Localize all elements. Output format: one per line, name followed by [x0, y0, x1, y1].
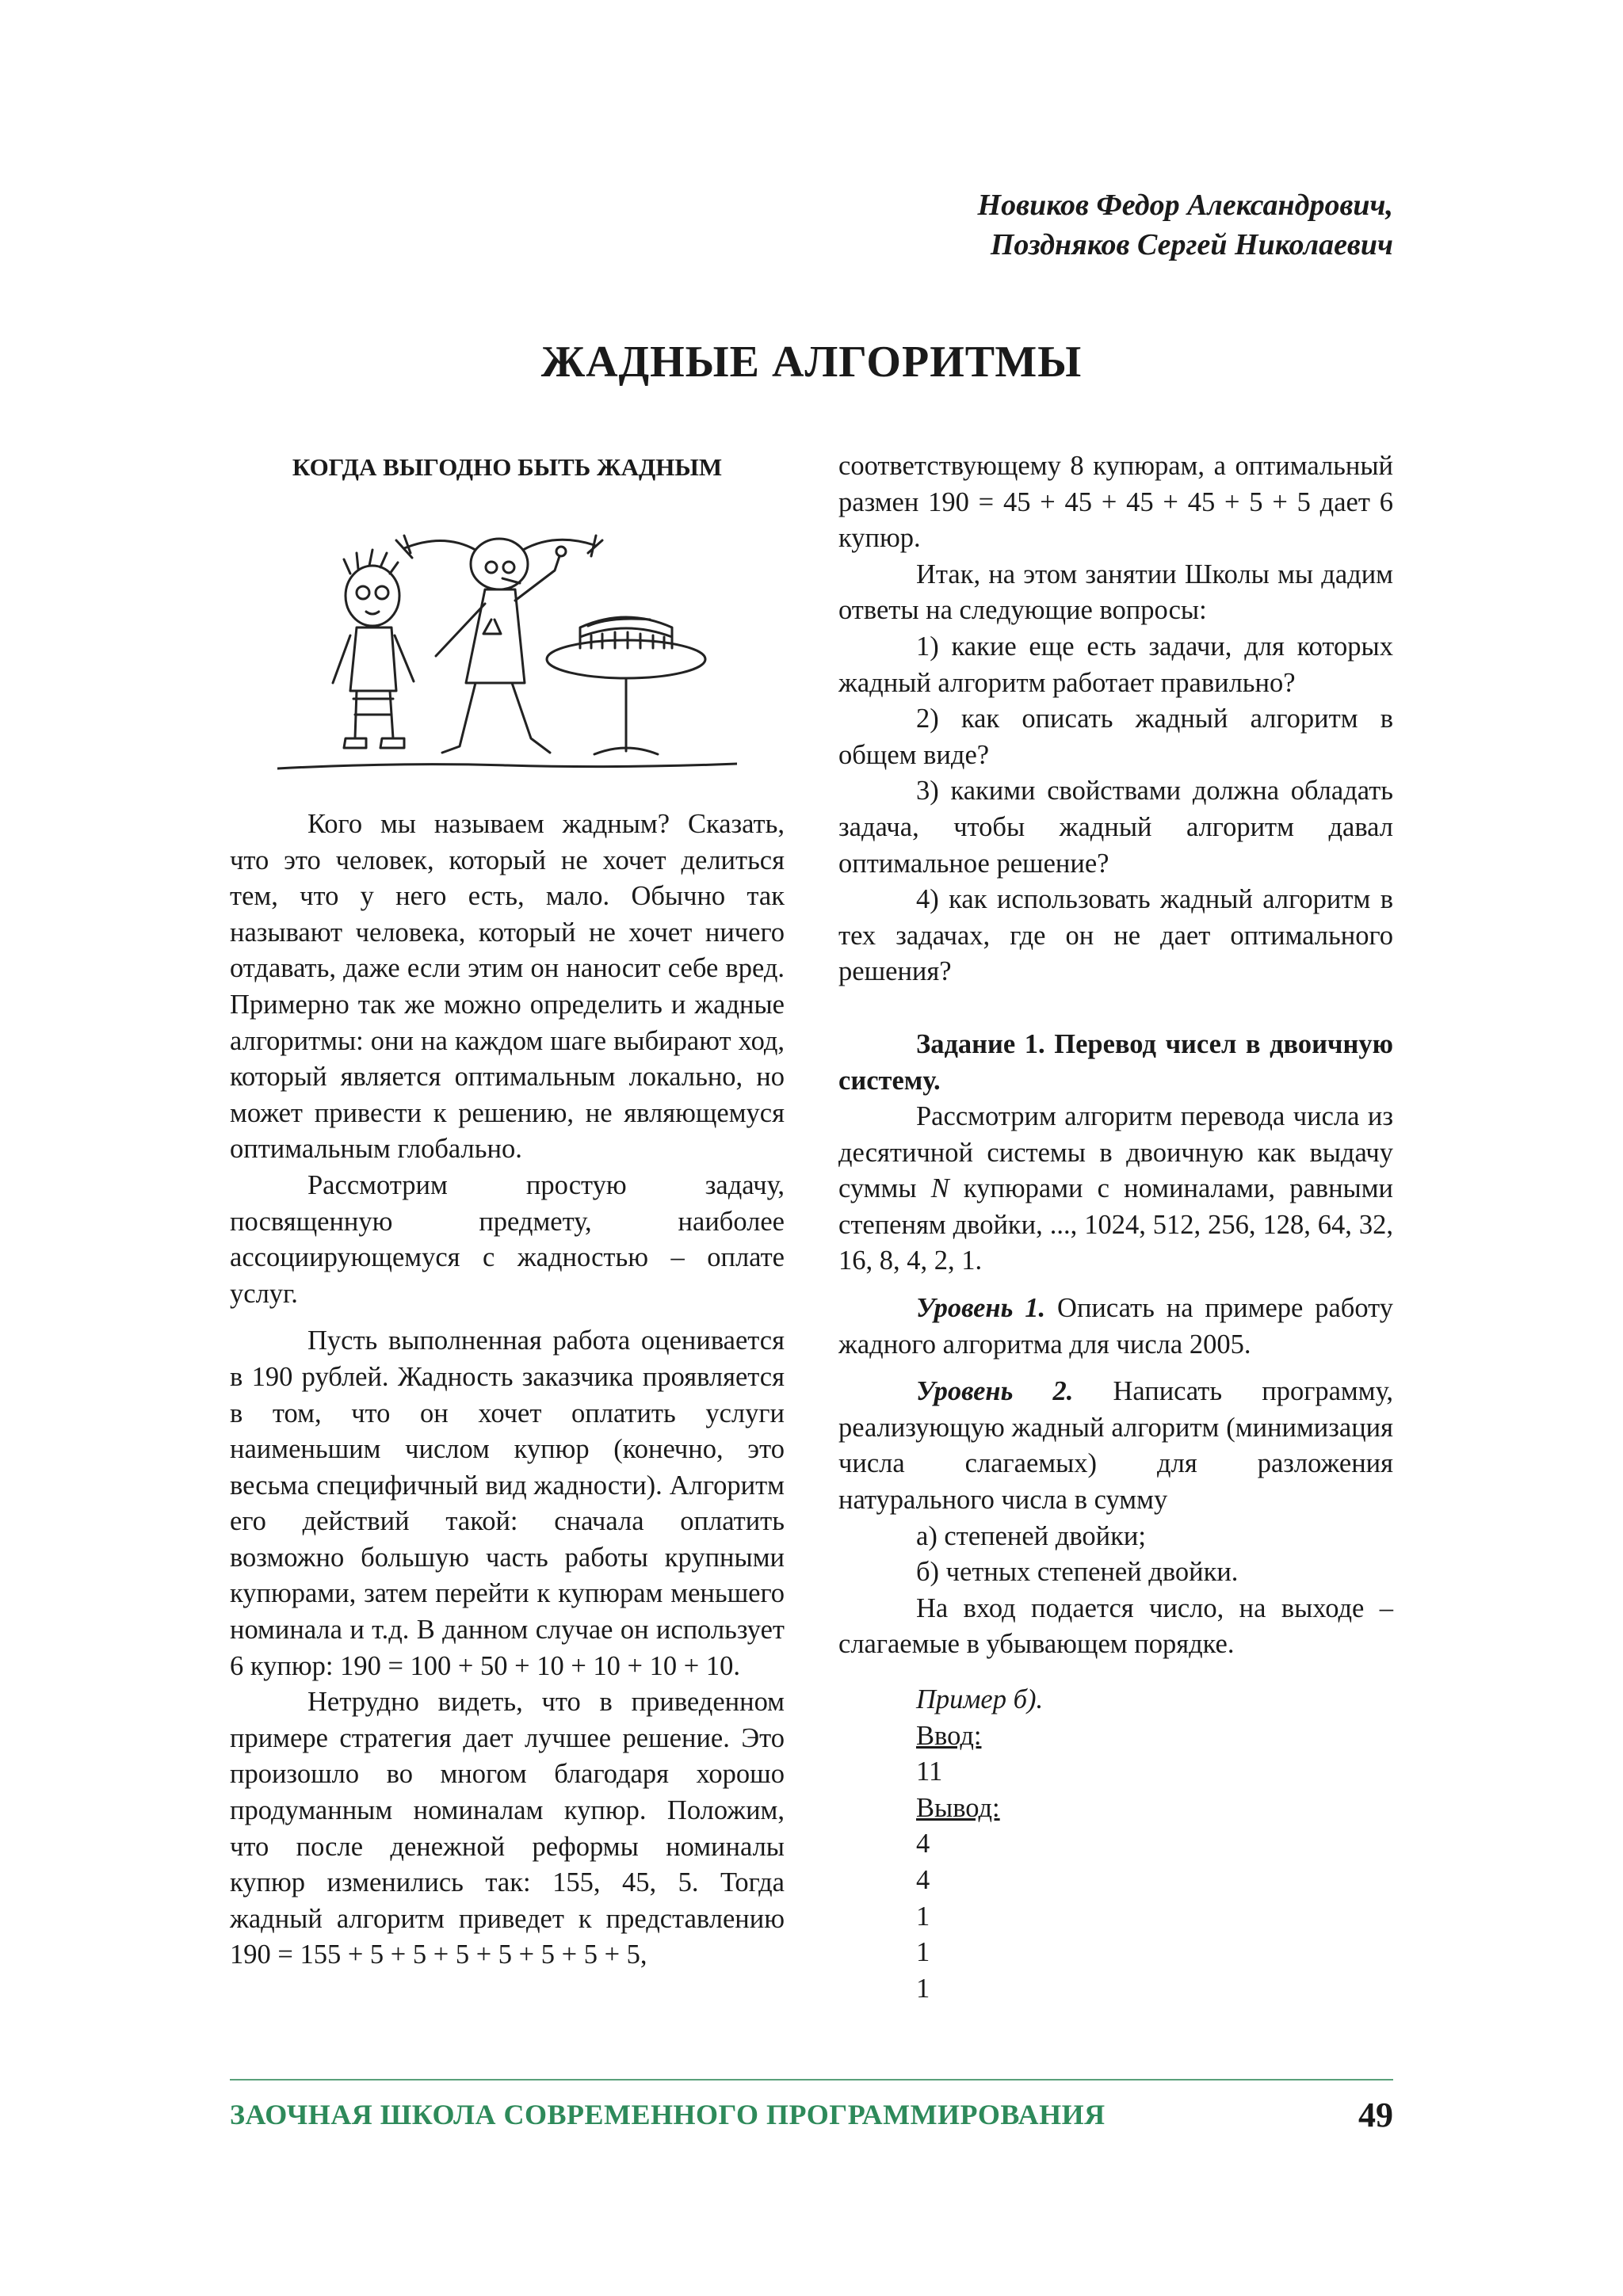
level-1-text: Описать на примере работу жадного алгоритма для числа 2005.	[838, 1293, 1394, 1360]
example-output-value: 1	[916, 1973, 930, 2004]
example-output-value: 4	[916, 1829, 930, 1859]
paragraph: Рассмотрим простую задачу, посвященную предмету, наиболее ассоциирующемуся с жадностью – оплате услуг.	[230, 1169, 785, 1309]
sub-item-a: а) степеней двойки;	[916, 1520, 1146, 1551]
example-input-value: 11	[916, 1756, 943, 1787]
paragraph: Итак, на этом занятии Школы мы дадим ответы на следующие вопросы:	[838, 559, 1393, 626]
authors-block	[978, 185, 1393, 265]
level-2	[838, 1374, 1393, 1518]
paragraph: соответствующему 8 купюрам, а оптимальный размен 190 = 45 + 45 + 45 + 45 + 5 + 5 дает 6 купюр.	[838, 451, 1393, 554]
example-output-label: Вывод:	[916, 1792, 1000, 1823]
task-intro-start: Рассмотрим алгоритм перевода числа из десятичной системы в двоичную как выдачу суммы	[838, 1101, 1393, 1204]
io-description: На вход подается число, на выходе – слагаемые в убывающем порядке.	[838, 1592, 1393, 1660]
journal-name: ЗАОЧНАЯ ШКОЛА СОВРЕМЕННОГО ПРОГРАММИРОВАНИЯ	[230, 2099, 1106, 2130]
page-number: 49	[1358, 2096, 1393, 2134]
question-item: 4) как использовать жадный алгоритм в тех задачах, где он не дает оптимального решения?	[838, 884, 1393, 987]
left-column	[230, 807, 785, 1974]
author-2: Поздняков Сергей Николаевич	[990, 228, 1393, 261]
task-heading: Задание 1. Перевод чисел в двоичную систему.	[838, 1028, 1393, 1096]
paragraph: Нетрудно видеть, что в приведенном примере стратегия дает лучшее решение. Это произошло во многом благодаря хорошо продуманным номиналам купюр. Положим, что после денежной реформы номиналы купюр изменились так: 155, 45, 5. Тогда жадный алгоритм приведет к представлению 190 = 155 + 5 + 5 + 5 + 5 + 5 + 5 + 5,	[230, 1687, 785, 1970]
paragraph: Кого мы называем жадным? Сказать, что это человек, который не хочет делиться тем, что у него есть, мало. Обычно так называют человека, который не хочет ничего отдавать, даже если этим он наносит себе вред. Примерно так же можно определить и жадные алгоритмы: они на каждом шаге выбирают ход, который является оптимальным локально, но может привести к решению, не являющемуся оптимальным глобально.	[230, 809, 785, 1165]
section-heading: КОГДА ВЫГОДНО БЫТЬ ЖАДНЫМ	[292, 453, 723, 481]
question-item: 3) какими свойствами должна обладать задача, чтобы жадный алгоритм давал оптимальное решение?	[838, 776, 1393, 879]
greedy-children-cartoon-icon	[277, 501, 737, 786]
footer-divider	[230, 2079, 1393, 2081]
level-2-label: Уровень 2.	[916, 1376, 1074, 1407]
task-intro-end: купюрами с номиналами, равными степеням двойки, ..., 1024, 512, 256, 128, 64, 32, 16, 8, 4, 2, 1.	[838, 1173, 1394, 1276]
article-title: ЖАДНЫЕ АЛГОРИТМЫ	[540, 338, 1083, 387]
example-input-label: Ввод:	[916, 1720, 982, 1751]
example-block	[916, 1682, 1393, 2007]
example-title: Пример б).	[916, 1684, 1044, 1714]
author-1: Новиков Федор Александрович,	[977, 189, 1393, 222]
example-output-value: 1	[916, 1901, 930, 1932]
level-1-label: Уровень 1.	[916, 1293, 1046, 1324]
sub-item-b: б) четных степеней двойки.	[916, 1557, 1239, 1588]
task-intro	[838, 1099, 1393, 1280]
question-item: 1) какие еще есть задачи, для которых жадный алгоритм работает правильно?	[838, 631, 1393, 698]
level-2-text: Написать программу, реализующую жадный алгоритм (минимизация числа слагаемых) для разложения натурального числа в сумму	[838, 1376, 1393, 1516]
level-1	[838, 1291, 1393, 1363]
paragraph: Пусть выполненная работа оценивается в 190 рублей. Жадность заказчика проявляется в том, что он хочет оплатить услуги наименьшим числом купюр (конечно, это весьма специфичный вид жадности). Алгоритм его действий такой: сначала оплатить возможно большую часть работы крупными купюрами, затем перейти к купюрам меньшего номинала и т.д. В данном случае он использует 6 купюр: 190 = 100 + 50 + 10 + 10 + 10 + 10.	[230, 1325, 785, 1681]
question-item: 2) как описать жадный алгоритм в общем виде?	[838, 704, 1393, 770]
example-output-value: 4	[916, 1864, 930, 1895]
variable-n: N	[930, 1173, 949, 1204]
example-output-value: 1	[916, 1937, 930, 1968]
right-column	[838, 448, 1393, 2007]
